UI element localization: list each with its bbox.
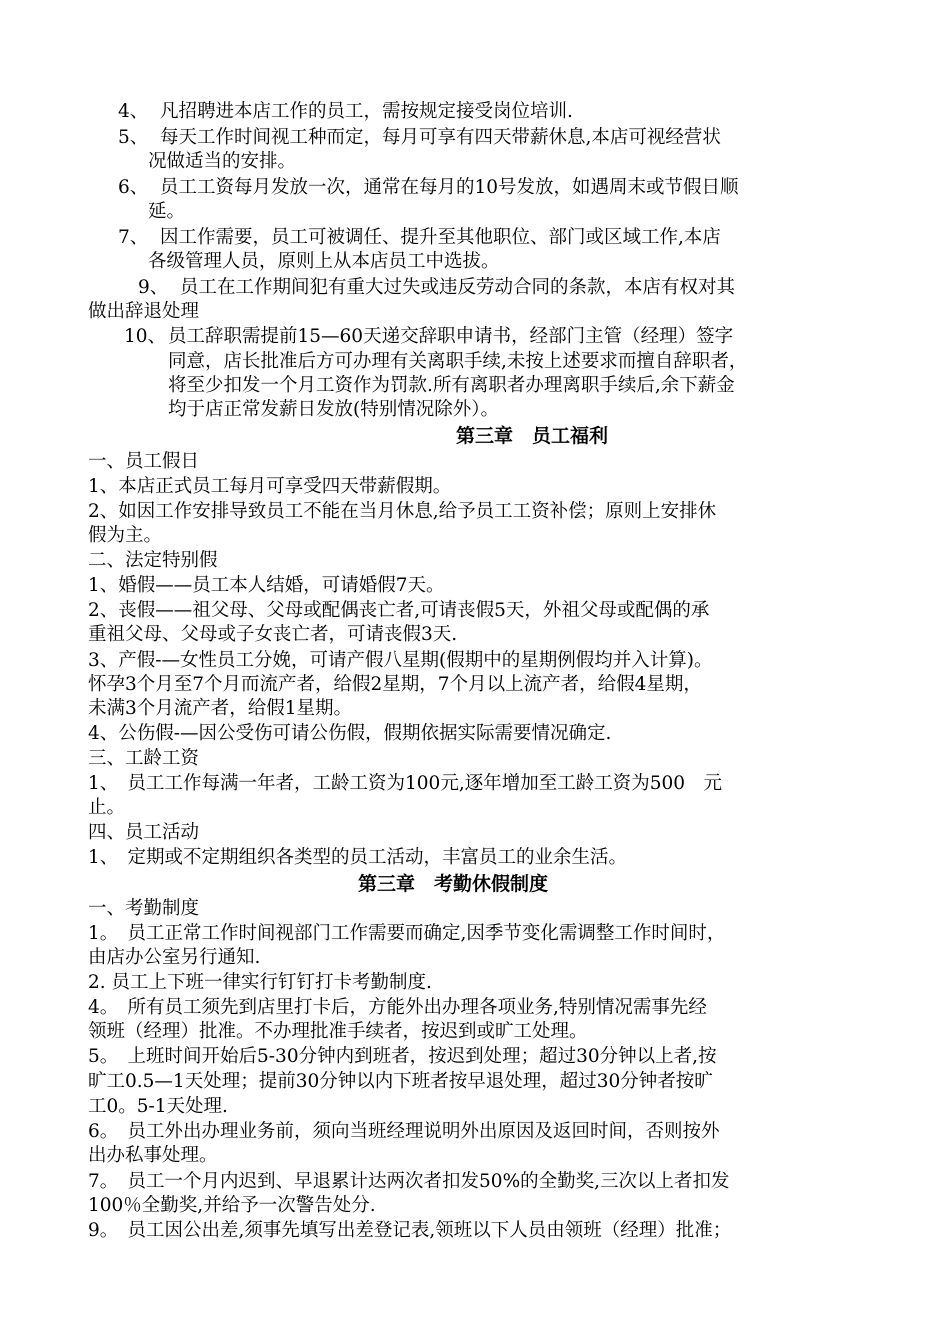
list-item-text: 因工作需要，员工可被调任、提升至其他职位、部门或区域工作,本店 [160,227,721,248]
paragraph-line: 2. 员工上下班一律实行钉钉打卡考勤制度. [88,972,432,993]
paragraph-line: 重祖父母、父母或子女丧亡者，可请丧假3天. [88,624,458,645]
paragraph-line: 9。 员工因公出差,须事先填写出差登记表,领班以下人员由领班（经理）批准； [88,1220,732,1241]
section-heading: 四、员工活动 [88,822,200,843]
list-item-text: 均于店正常发薪日发放(特别情况除外）。 [168,399,499,420]
paragraph-line: 未满3个月流产者，给假1星期。 [88,698,353,719]
paragraph-line: 7。 员工一个月内迟到、早退累计达两次者扣发50%的全勤奖,三次以上者扣发 [88,1171,730,1192]
paragraph-line: 1、 定期或不定期组织各类型的员工活动，丰富员工的业余生活。 [88,847,628,868]
list-item-num: 4、 [118,101,149,122]
list-item-text: 同意，店长批准后方可办理有关离职手续,未按上述要求而擅自辞职者， [168,351,748,372]
paragraph-line: 4。 所有员工须先到店里打卡后，方能外出办理各项业务,特别情况需事先经 [88,997,707,1018]
paragraph-line: 止。 [88,797,126,818]
list-item-num: 9、 [138,277,169,298]
section-heading: 三、工龄工资 [88,748,200,769]
paragraph-line: 出办私事处理。 [88,1145,218,1166]
list-item-text: 将至少扣发一个月工资作为罚款.所有离职者办理离职手续后,余下薪金 [168,375,735,396]
paragraph-line: 6。 员工外出办理业务前，须向当班经理说明外出原因及返回时间，否则按外 [88,1121,720,1142]
list-item-text: 各级管理人员，原则上从本店员工中选拔。 [148,251,500,272]
paragraph-line: 2、丧假——祖父母、父母或配偶丧亡者,可请丧假5天，外祖父母或配偶的承 [88,600,710,621]
section-heading: 一、考勤制度 [88,898,200,919]
section-heading: 一、员工假日 [88,451,200,472]
section-heading: 二、法定特别假 [88,550,218,571]
paragraph-line: 1、婚假——员工本人结婚，可请婚假7天。 [88,575,445,596]
list-item-text: 凡招聘进本店工作的员工，需按规定接受岗位培训. [160,101,573,122]
list-item-text: 延。 [148,201,186,222]
paragraph-line: 假为主。 [88,525,163,546]
paragraph-line: 领班（经理）批准。不办理批准手续者，按迟到或旷工处理。 [88,1021,588,1042]
paragraph-line: 1、本店正式员工每月可享受四天带薪假期。 [88,476,452,497]
paragraph-line: 1。 员工正常工作时间视部门工作需要而确定,因季节变化需调整工作时间时， [88,923,726,944]
paragraph-line: 工0。5-1天处理. [88,1096,228,1117]
list-item-text: 员工在工作期间犯有重大过失或违反劳动合同的条款，本店有权对其 [180,277,736,298]
chapter-title-attendance: 第三章 考勤休假制度 [358,873,549,895]
chapter-title-welfare: 第三章 员工福利 [456,425,609,447]
list-item-num: 5、 [118,127,149,148]
list-item-text: 员工工资每月发放一次，通常在每月的10号发放，如遇周末或节假日顺 [160,177,739,198]
paragraph-line: 2、如因工作安排导致员工不能在当月休息,给予员工工资补偿；原则上安排休 [88,501,717,522]
paragraph-line: 4、公伤假-—因公受伤可请公伤假，假期依据实际需要情况确定. [88,723,612,744]
paragraph-line: 1、 员工工作每满一年者，工龄工资为100元,逐年增加至工龄工资为500 元 [88,773,723,794]
paragraph-line: 100％全勤奖,并给予一次警告处分. [88,1195,376,1216]
list-item-num: 6、 [118,177,149,198]
list-item-text: 员工辞职需提前15—60天递交辞职申请书，经部门主管（经理）签字 [168,326,734,347]
paragraph-line: 怀孕3个月至7个月而流产者，给假2星期，7个月以上流产者，给假4星期， [88,674,702,695]
list-item-num: 7、 [118,227,149,248]
paragraph-line: 旷工0.5—1天处理；提前30分钟以内下班者按早退处理，超过30分钟者按旷 [88,1071,713,1092]
list-item-text: 每天工作时间视工种而定，每月可享有四天带薪休息,本店可视经营状 [160,127,721,148]
paragraph-line: 5。 上班时间开始后5-30分钟内到班者，按迟到处理；超过30分钟以上者,按 [88,1046,717,1067]
list-item-text: 做出辞退处理 [88,301,200,322]
list-item-text: 况做适当的安排。 [148,151,297,172]
paragraph-line: 由店办公室另行通知. [88,947,261,968]
list-item-num: 10、 [124,326,167,347]
paragraph-line: 3、产假-—女性员工分娩，可请产假八星期(假期中的星期例假均并入计算)。 [88,650,713,671]
